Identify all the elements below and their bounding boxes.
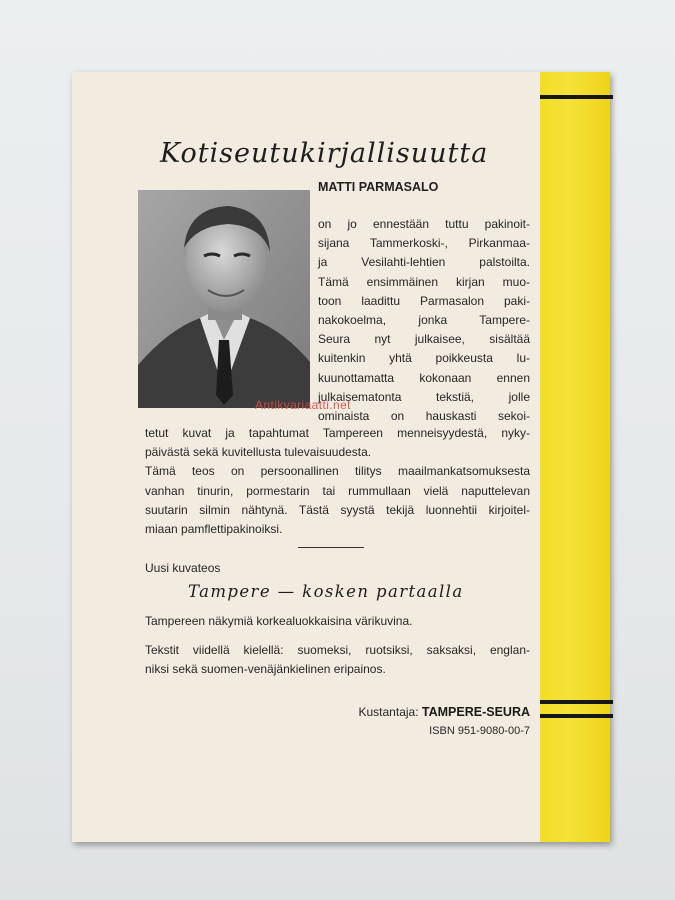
text-line: ja Vesilahti-lehtien palstoilta. xyxy=(318,255,530,270)
yellow-spine-band xyxy=(540,72,610,842)
text-line: suutarin silmin nähtynä. Tästä syystä tekijä luonnehtii kirjoitel- xyxy=(145,502,530,517)
spine-stripe xyxy=(540,95,613,99)
text-line: niksi sekä suomen-venäjänkielinen eripainos. xyxy=(145,662,386,676)
isbn: ISBN 951-9080-00-7 xyxy=(429,725,530,737)
text-line: Tekstit viidellä kielellä: suomeksi, ruotsiksi, saksaksi, englan- xyxy=(145,643,530,657)
publisher-label: Kustantaja: xyxy=(358,705,419,719)
text-line: on jo ennestään tuttu pakinoit- xyxy=(318,217,530,231)
text-line: ominaista on hauskasti sekoi- xyxy=(318,409,530,424)
publisher-name: TAMPERE-SEURA xyxy=(421,705,530,719)
text-line: nakokoelma, jonka Tampere- xyxy=(318,313,530,328)
author-name: MATTI PARMASALO xyxy=(318,180,439,194)
divider xyxy=(298,547,364,548)
new-book-label: Uusi kuvateos xyxy=(145,561,221,575)
cover-title: Kotiseutukirjallisuutta xyxy=(160,138,489,169)
body-paragraph xyxy=(145,424,530,539)
intro-paragraph xyxy=(318,215,530,426)
text-line: kuitenkin yhtä poikkeusta lu- xyxy=(318,351,530,366)
text-line: Seura nyt julkaisee, sisältää xyxy=(318,332,530,347)
languages-paragraph xyxy=(145,641,530,679)
new-book-title: Tampere — kosken partaalla xyxy=(188,582,464,601)
text-line: Tämä teos on persoonallinen tilitys maailmankatsomuksesta xyxy=(145,464,530,479)
publisher-line xyxy=(359,705,531,719)
text-line: julkaisematonta tekstiä, jolle xyxy=(318,389,530,404)
text-line: kuunottamatta kokonaan ennen xyxy=(318,370,530,385)
text-line: päivästä sekä kuvitellusta tulevaisuudesta. xyxy=(145,445,372,460)
spine-stripe xyxy=(540,700,613,704)
author-photo xyxy=(138,190,310,408)
watermark-text: Antikvariaatti.net xyxy=(255,398,351,412)
text-line: Tämä ensimmäinen kirjan muo- xyxy=(318,274,530,289)
new-book-description: Tampereen näkymiä korkealuokkaisina värikuvina. xyxy=(145,614,413,628)
text-line: miaan pamflettipakinoiksi. xyxy=(145,522,283,537)
text-line: sijana Tammerkoski-, Pirkanmaa- xyxy=(318,236,530,251)
spine-stripe xyxy=(540,714,613,718)
text-line: tetut kuvat ja tapahtumat Tampereen menneisyydestä, nyky- xyxy=(145,426,530,440)
text-line: toon laadittu Parmasalon paki- xyxy=(318,293,530,308)
text-line: vanhan tinurin, pormestarin tai rummullaan vielä naputtelevan xyxy=(145,483,530,498)
